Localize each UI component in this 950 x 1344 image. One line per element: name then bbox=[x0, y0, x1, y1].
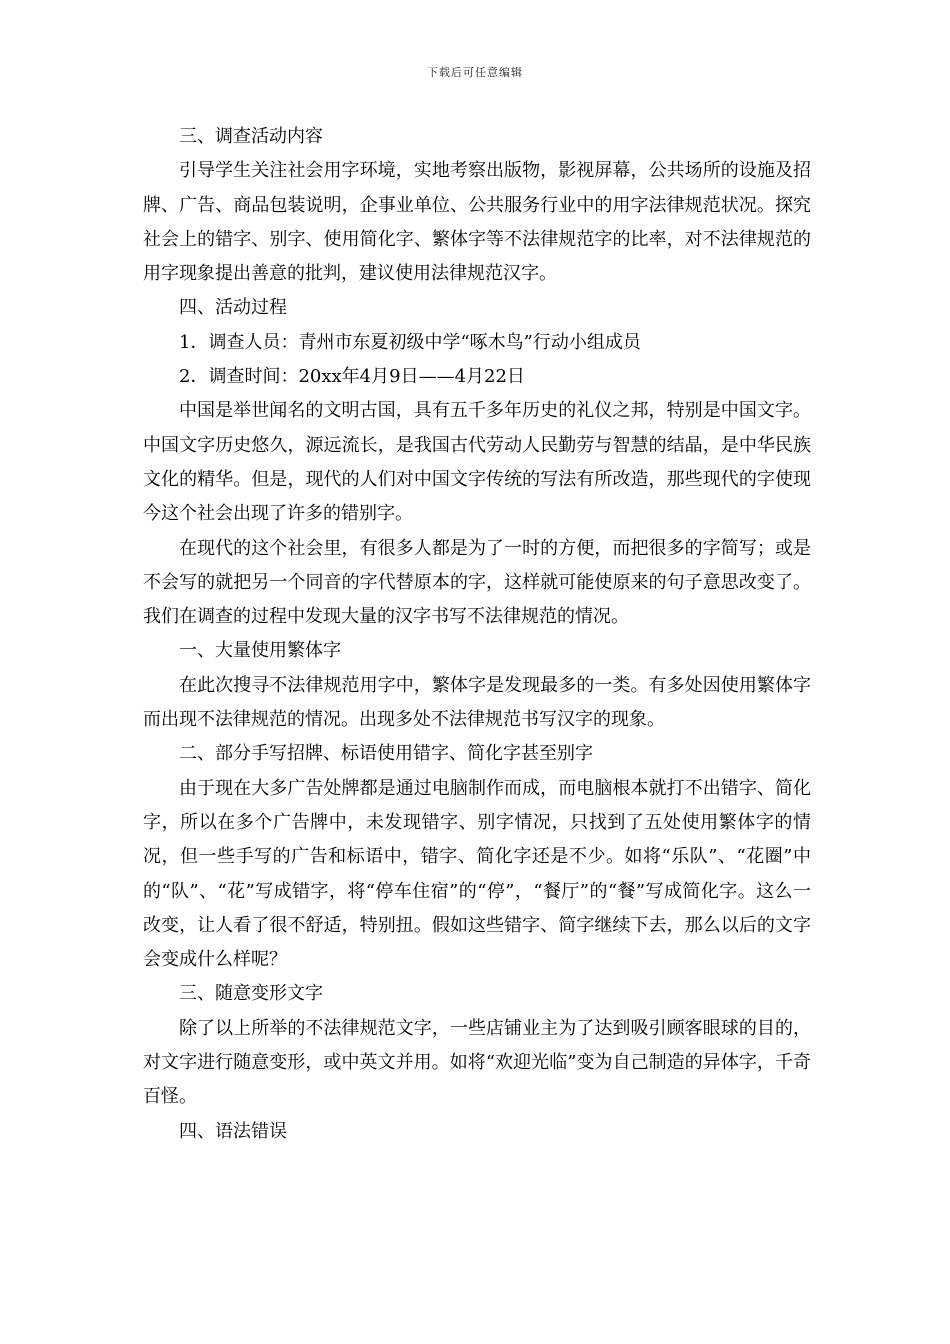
section-heading-handwritten-signs: 二、部分手写招牌、标语使用错字、简化字甚至别字 bbox=[179, 743, 593, 765]
page-header: 下载后可任意编辑 bbox=[427, 66, 523, 79]
paragraph-modern-society: 在现代的这个社会里，有很多人都是为了一时的方便，而把很多的字简写；或是不会写的就把另一个同音的字代替原本的字，这样就可能使原来的句子意思改变了。我们在调查的过程中发现大量的汉字书写不法律规范的情况。 bbox=[143, 537, 811, 628]
section-heading-grammar-errors: 四、语法错误 bbox=[179, 1120, 287, 1142]
paragraph-deformed-text: 除了以上所举的不法律规范文字，一些店铺业主为了达到吸引顾客眼球的目的，对文字进行随意变形，或中英文并用。如将“欢迎光临”变为自己制造的异体字，千奇百怪。 bbox=[143, 1017, 811, 1108]
section-heading-deformed-text: 三、随意变形文字 bbox=[179, 983, 323, 1005]
paragraph-traditional-chars: 在此次搜寻不法律规范用字中，繁体字是发现最多的一类。有多处因使用繁体字而出现不法律规范的情况。出现多处不法律规范书写汉字的现象。 bbox=[143, 674, 811, 731]
list-item-survey-members: 1．调查人员：青州市东夏初级中学“啄木鸟”行动小组成员 bbox=[179, 331, 641, 353]
paragraph-survey-content: 引导学生关注社会用字环境，实地考察出版物，影视屏幕，公共场所的设施及招牌、广告、商品包装说明，企事业单位、公共服务行业中的用字法律规范状况。探究社会上的错字、别字、使用简化字、繁体字等不法律规范字的比率，对不法律规范的用字现象提出善意的批判，建议使用法律规范汉字。 bbox=[143, 160, 811, 285]
section-heading-survey-content: 三、调查活动内容 bbox=[179, 126, 323, 147]
section-heading-traditional-chars: 一、大量使用繁体字 bbox=[179, 640, 341, 662]
paragraph-chinese-culture: 中国是举世闻名的文明古国，具有五千多年历史的礼仪之邦，特别是中国文字。中国文字历史悠久，源远流长，是我国古代劳动人民勤劳与智慧的结晶，是中华民族文化的精华。但是，现代的人们对中国文字传统的写法有所改造，那些现代的字使现今这个社会出现了许多的错别字。 bbox=[143, 400, 811, 525]
list-item-survey-time: 2．调查时间：20xx年4月9日——4月22日 bbox=[179, 366, 525, 388]
section-heading-activity-process: 四、活动过程 bbox=[179, 297, 287, 319]
document-body bbox=[143, 120, 811, 1149]
paragraph-handwritten-signs: 由于现在大多广告处牌都是通过电脑制作而成，而电脑根本就打不出错字、简化字，所以在多个广告牌中，未发现错字、别字情况，只找到了五处使用繁体字的情况，但一些手写的广告和标语中，错字、简化字还是不少。如将“乐队”、“花圈”中的“队”、“花”写成错字，将“停车住宿”的“停”，“餐厅”的“餐”写成简化字。这么一改变，让人看了很不舒适，特别扭。假如这些错字、简字继续下去，那么以后的文字会变成什么样呢？ bbox=[143, 777, 811, 971]
